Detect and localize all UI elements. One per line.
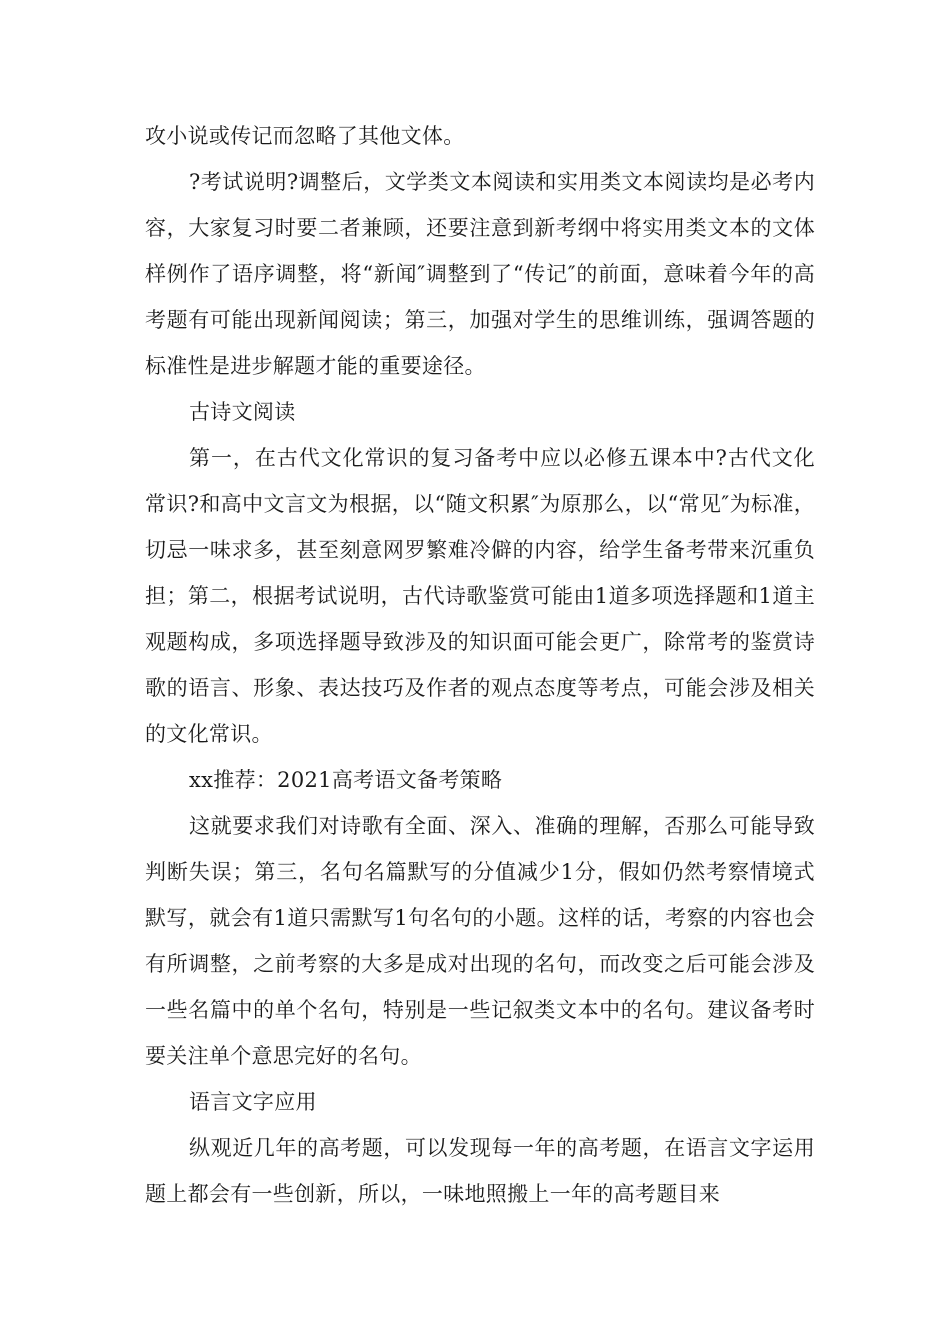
- section-heading-classical-poetry: 古诗文阅读: [189, 400, 296, 424]
- recommendation-line: xx推荐：2021高考语文备考策略: [189, 768, 503, 792]
- section-heading-language-use: 语言文字应用: [189, 1090, 317, 1114]
- document-body: [145, 113, 815, 1217]
- paragraph-poetry-understanding: 这就要求我们对诗歌有全面、深入、准确的理解，否那么可能导致判断失误；第三，名句名篇默写的分值减少1分，假如仍然考察情境式默写，就会有1道只需默写1句名句的小题。这样的话，考察的内容也会有所调整，之前考察的大多是成对出现的名句，而改变之后可能会涉及一些名篇中的单个名句，特别是一些记叙类文本中的名句。建议备考时要关注单个意思完好的名句。: [145, 814, 815, 1068]
- paragraph-language-innovation: 纵观近几年的高考题，可以发现每一年的高考题，在语言文字运用题上都会有一些创新，所以，一味地照搬上一年的高考题目来: [145, 1136, 815, 1206]
- paragraph-classical-culture: 第一，在古代文化常识的复习备考中应以必修五课本中?古代文化常识?和高中文言文为根据，以“随文积累″为原那么，以“常见″为标准，切忌一味求多，甚至刻意网罗繁难冷僻的内容，给学生备考带来沉重负担；第二，根据考试说明，古代诗歌鉴赏可能由1道多项选择题和1道主观题构成，多项选择题导致涉及的知识面可能会更广，除常考的鉴赏诗歌的语言、形象、表达技巧及作者的观点态度等考点，可能会涉及相关的文化常识。: [145, 446, 815, 746]
- paragraph-exam-outline: ?考试说明?调整后，文学类文本阅读和实用类文本阅读均是必考内容，大家复习时要二者兼顾，还要注意到新考纲中将实用类文本的文体样例作了语序调整，将“新闻″调整到了“传记″的前面，意味着今年的高考题有可能出现新闻阅读；第三，加强对学生的思维训练，强调答题的标准性是进步解题才能的重要途径。: [145, 170, 815, 378]
- paragraph-continuation: 攻小说或传记而忽略了其他文体。: [145, 124, 465, 148]
